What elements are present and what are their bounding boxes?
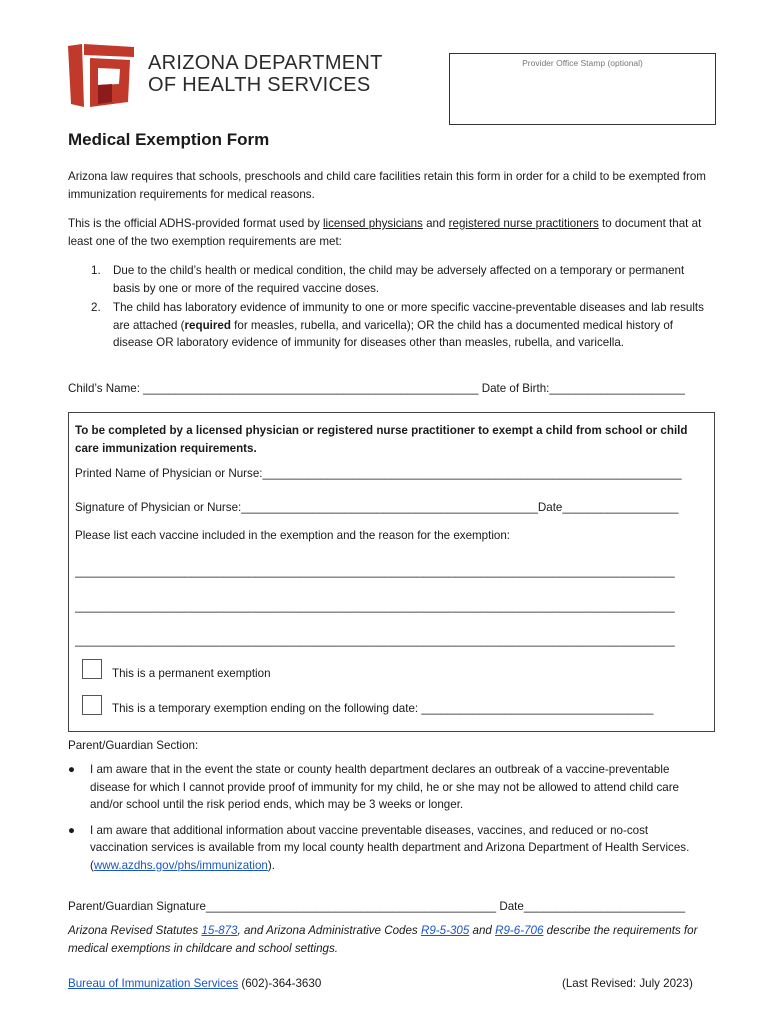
permanent-exemption-label: This is a permanent exemption <box>112 667 271 680</box>
statutes-note: Arizona Revised Statutes 15-873, and Arizona Administrative Codes R9-5-305 and R9-6-706 describe the requirements for medical exemptions in childcare and school settings. <box>68 924 698 955</box>
list-item: ● I am aware that in the event the state or county health department declares an outbreak of a vaccine-preventable disease for which I cannot provide proof of immunity for my child, he or she may not be allowed to attend child care and/or school until the risk period ends, which may be 3 weeks or longer. <box>68 763 680 811</box>
bureau-link[interactable]: Bureau of Immunization Services <box>68 977 239 990</box>
list-item: 2. The child has laboratory evidence of immunity to one or more specific vaccine-preventable diseases and lab results are attached (required for measles, rubella, and varicella); OR the child has a documented medical history of disease OR laboratory evidence of immunity for diseases other than measles, rubella, and varicella. <box>91 301 704 349</box>
physician-date-field[interactable]: Date__________________ <box>537 501 679 514</box>
intro-paragraph: Arizona law requires that schools, preschools and child care facilities retain this form in order for a child to be exempted from immunization requirements for medical reasons. <box>68 170 706 201</box>
requirements-list <box>68 262 708 354</box>
guardian-section-label: Parent/Guardian Section: <box>68 739 199 752</box>
temporary-exemption-checkbox[interactable] <box>82 695 102 715</box>
guardian-date-field[interactable]: Date_________________________ <box>499 900 686 913</box>
bullet-icon: ● <box>68 823 76 837</box>
guardian-signature-field[interactable]: Parent/Guardian Signature_____________________________________________ <box>68 900 497 913</box>
physician-signature-row <box>75 499 705 516</box>
temporary-exemption-label[interactable]: This is a temporary exemption ending on the following date: ____________________________________ <box>112 702 654 715</box>
last-revised: (Last Revised: July 2023) <box>562 977 693 990</box>
physician-section-heading: To be completed by a licensed physician or registered nurse practitioner to exempt a child from school or child care immunization requirements. <box>75 424 688 455</box>
code-r9-5-305-link[interactable]: R9-5-305 <box>420 924 470 937</box>
code-r9-6-706-link[interactable]: R9-6-706 <box>495 924 544 937</box>
registered-nurse-practitioners-link[interactable]: registered nurse practitioners <box>448 217 599 230</box>
footer-contact <box>68 977 321 990</box>
vaccine-line-1[interactable]: _____________________________________________________________________________________________ <box>75 565 675 578</box>
vaccine-line-3[interactable]: _____________________________________________________________________________________________ <box>75 634 675 647</box>
vaccine-line-2[interactable]: _____________________________________________________________________________________________ <box>75 600 675 613</box>
permanent-exemption-checkbox[interactable] <box>82 659 102 679</box>
immunization-website-link[interactable]: www.azdhs.gov/phs/immunization <box>93 858 268 872</box>
physician-printed-name-field[interactable]: Printed Name of Physician or Nurse:_________________________________________________________________ <box>75 467 682 480</box>
bullet-icon: ● <box>68 763 76 776</box>
child-dob-field[interactable]: Date of Birth:_____________________ <box>481 382 685 395</box>
guardian-signature-row <box>68 898 708 915</box>
list-item: ● I am aware that additional information about vaccine preventable diseases, vaccines, and reduced or no-cost vaccination services is available from my local county health department and Arizona Department of Health Services. (www.azdhs.gov/phs/immunization). <box>68 823 690 872</box>
physician-signature-field[interactable]: Signature of Physician or Nurse:______________________________________________ <box>75 501 538 514</box>
statute-15-873-link[interactable]: 15-873 <box>201 924 238 937</box>
stamp-label: Provider Office Stamp (optional) <box>522 58 643 68</box>
official-format-paragraph: This is the official ADHS-provided format used by licensed physicians and registered nurse practitioners to document that at least one of the two exemption requirements are met: <box>68 217 702 248</box>
list-item: 1. Due to the child’s health or medical condition, the child may be adversely affected on a temporary or permanent basis by one or more of the required vaccine doses. <box>91 264 685 295</box>
adhs-logo-icon <box>68 44 134 107</box>
vaccine-prompt: Please list each vaccine included in the exemption and the reason for the exemption: <box>75 529 511 542</box>
child-name-field[interactable]: Child’s Name: ____________________________________________________ <box>68 382 479 395</box>
physician-section <box>68 412 715 732</box>
licensed-physicians-link[interactable]: licensed physicians <box>322 217 423 230</box>
guardian-bullets <box>68 761 708 882</box>
agency-name: ARIZONA DEPARTMENT OF HEALTH SERVICES <box>148 52 383 96</box>
provider-stamp-box <box>449 53 716 125</box>
child-info-row <box>68 380 708 397</box>
form-title: Medical Exemption Form <box>68 130 270 149</box>
bureau-phone: (602)-364-3630 <box>238 977 322 990</box>
